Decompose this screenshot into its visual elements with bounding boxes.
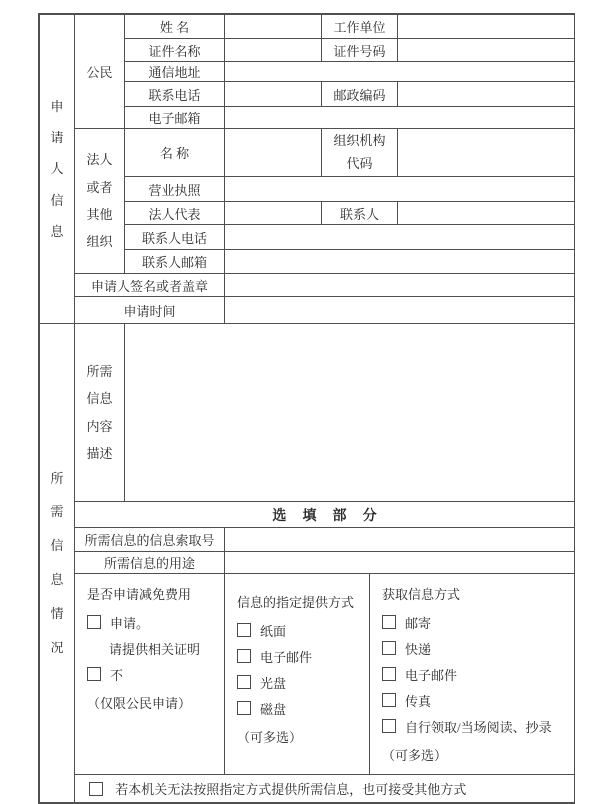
delivery-footnote: （可多选） (237, 730, 303, 745)
delivery-option-disk-label: 磁盘 (260, 701, 287, 717)
id-type-input-cell[interactable] (225, 39, 322, 62)
fee-option-apply[interactable] (87, 609, 220, 635)
delivery-option-email[interactable] (237, 643, 365, 669)
id-number-label: 证件号码 (322, 39, 398, 62)
checkbox-icon[interactable] (89, 782, 103, 796)
license-input-cell[interactable] (225, 177, 575, 202)
contact-input-cell[interactable] (398, 202, 575, 225)
obtain-option-fax[interactable] (382, 687, 570, 713)
apply-time-label: 申请时间 (75, 297, 225, 324)
checkbox-icon[interactable] (382, 719, 396, 733)
checkbox-icon[interactable] (237, 623, 251, 637)
contact-label: 联系人 (322, 202, 398, 225)
obtain-option-email[interactable] (382, 661, 570, 687)
org-group-label (75, 129, 125, 274)
email-label: 电子邮箱 (125, 107, 225, 129)
phone-input-cell[interactable] (225, 82, 322, 107)
delivery-option-disk[interactable] (237, 695, 365, 721)
checkbox-icon[interactable] (87, 615, 101, 629)
contact-phone-input-cell[interactable] (225, 225, 575, 250)
fee-waiver-column (75, 574, 225, 775)
checkbox-icon[interactable] (382, 667, 396, 681)
delivery-option-cd[interactable] (237, 669, 365, 695)
obtain-option-mail[interactable] (382, 609, 570, 635)
postcode-input-cell[interactable] (398, 82, 575, 107)
desc-input-cell[interactable] (125, 324, 575, 502)
contact-email-input-cell[interactable] (225, 250, 575, 274)
delivery-option-cd-label: 光盘 (260, 675, 287, 691)
info-title-text: 所需信息情况 (50, 470, 64, 655)
signature-label: 申请人签名或者盖章 (75, 274, 225, 297)
signature-input-cell[interactable] (225, 274, 575, 297)
name-input-cell[interactable] (225, 15, 322, 39)
checkbox-icon[interactable] (237, 675, 251, 689)
name-label: 姓 名 (125, 15, 225, 39)
obtain-header: 获取信息方式 (382, 587, 461, 602)
delivery-option-paper[interactable] (237, 617, 365, 643)
optional-section-header (75, 502, 575, 528)
index-number-label: 所需信息的信息索取号 (75, 528, 225, 552)
legal-rep-input-cell[interactable] (225, 202, 322, 225)
obtain-option-pickup[interactable] (382, 713, 570, 739)
other-method-note: 若本机关无法按照指定方式提供所需信息，也可接受其他方式 (115, 782, 467, 797)
fee-waiver-header: 是否申请减免费用 (87, 587, 192, 602)
checkbox-icon[interactable] (237, 701, 251, 715)
delivery-option-paper-label: 纸面 (260, 623, 287, 639)
obtain-footnote: （可多选） (382, 748, 448, 763)
purpose-label: 所需信息的用途 (75, 552, 225, 574)
postcode-label: 邮政编码 (322, 82, 398, 107)
phone-label: 联系电话 (125, 82, 225, 107)
applicant-title-text: 申请人信息 (50, 99, 64, 239)
desc-label-text: 所需信息内容描述 (86, 363, 113, 461)
id-type-label: 证件名称 (125, 39, 225, 62)
contact-email-label: 联系人邮箱 (125, 250, 225, 274)
work-unit-input-cell[interactable] (398, 15, 575, 39)
obtain-option-fax-label: 传真 (405, 693, 432, 709)
citizen-group-label: 公民 (75, 15, 125, 129)
delivery-header: 信息的指定提供方式 (237, 595, 355, 610)
work-unit-label: 工作单位 (322, 15, 398, 39)
index-number-input-cell[interactable] (225, 528, 575, 552)
checkbox-icon[interactable] (237, 649, 251, 663)
address-input-cell[interactable] (225, 62, 575, 82)
org-name-label: 名 称 (125, 129, 225, 177)
fee-option-no[interactable] (87, 661, 220, 687)
fee-option-no-label: 不 (110, 667, 124, 683)
obtain-method-column (370, 574, 575, 775)
delivery-method-column (225, 574, 370, 775)
apply-time-input-cell[interactable] (225, 297, 575, 324)
obtain-option-express-label: 快递 (405, 641, 432, 657)
checkbox-icon[interactable] (87, 667, 101, 681)
info-section-table (39, 323, 575, 803)
delivery-option-email-label: 电子邮件 (260, 649, 313, 665)
checkbox-icon[interactable] (382, 615, 396, 629)
desc-label (75, 324, 125, 502)
email-input-cell[interactable] (225, 107, 575, 129)
org-code-label-text: 组织机构代码 (333, 133, 386, 171)
section-title-applicant (40, 15, 75, 324)
license-label: 营业执照 (125, 177, 225, 202)
id-number-input-cell[interactable] (398, 39, 575, 62)
optional-header-text: 选填部分 (272, 508, 393, 524)
other-method-row[interactable] (75, 775, 575, 803)
checkbox-icon[interactable] (382, 693, 396, 707)
fee-option-apply-label: 申请。 (110, 615, 150, 631)
org-code-label (322, 129, 398, 177)
form-table (38, 13, 575, 804)
obtain-option-express[interactable] (382, 635, 570, 661)
legal-rep-label: 法人代表 (125, 202, 225, 225)
fee-apply-note: 请提供相关证明 (109, 641, 201, 657)
org-name-input-cell[interactable] (225, 129, 322, 177)
obtain-option-mail-label: 邮寄 (405, 615, 432, 631)
purpose-input-cell[interactable] (225, 552, 575, 574)
obtain-option-email-label: 电子邮件 (405, 667, 458, 683)
address-label: 通信地址 (125, 62, 225, 82)
obtain-option-pickup-label: 自行领取/当场阅读、抄录 (405, 719, 552, 735)
fee-footnote: （仅限公民申请） (87, 696, 192, 711)
contact-phone-label: 联系人电话 (125, 225, 225, 250)
org-code-input-cell[interactable] (398, 129, 575, 177)
section-title-info (40, 324, 75, 803)
checkbox-icon[interactable] (382, 641, 396, 655)
org-group-label-text: 法人或者其他组织 (86, 152, 113, 250)
applicant-section-table (39, 14, 575, 324)
